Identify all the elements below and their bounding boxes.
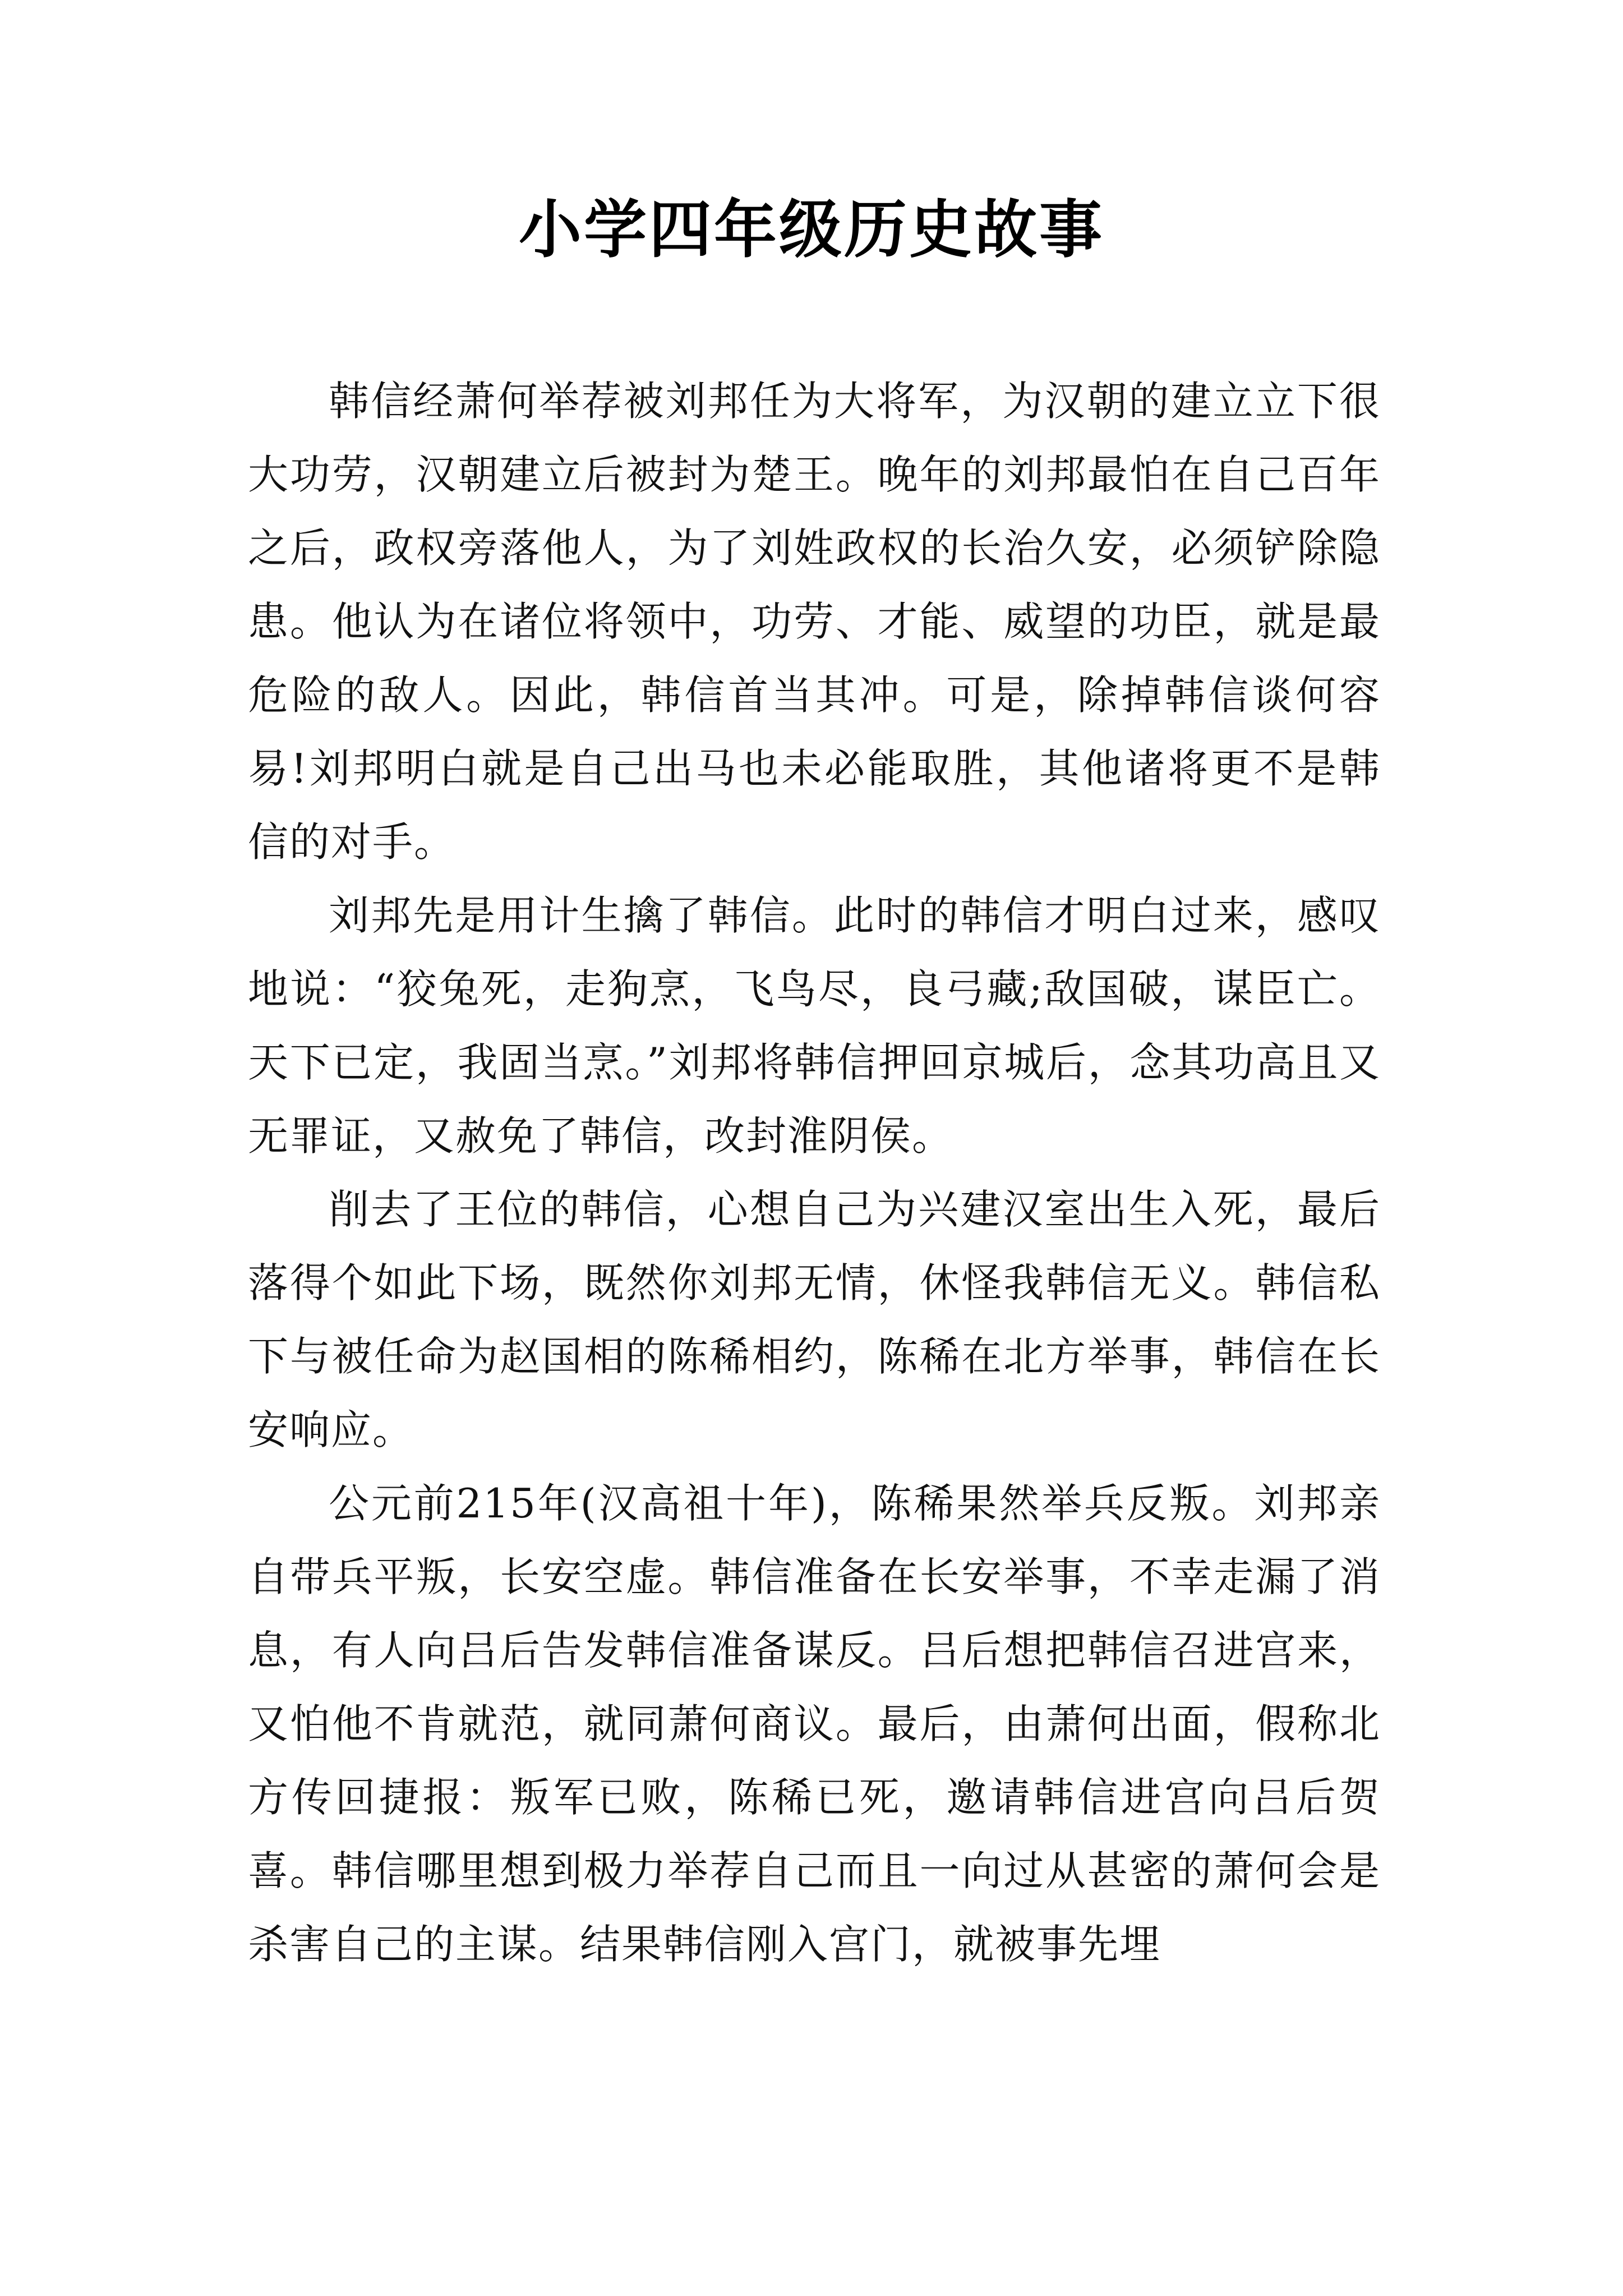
page-title: 小学四年级历史故事 xyxy=(519,193,1104,266)
paragraph: 削去了王位的韩信，心想自己为兴建汉室出生入死，最后落得个如此下场，既然你刘邦无情，休怪我韩信无义。韩信私下与被任命为赵国相的陈稀相约，陈稀在北方举事，韩信在长安响应。 xyxy=(248,1186,1381,1453)
paragraph: 韩信经萧何举荐被刘邦任为大将军，为汉朝的建立立下很大功劳，汉朝建立后被封为楚王。晚年的刘邦最怕在自己百年之后，政权旁落他人，为了刘姓政权的长治久安，必须铲除隐患。他认为在诸位将领中，功劳、才能、威望的功臣，就是最危险的敌人。因此，韩信首当其冲。可是，除掉韩信谈何容易!刘邦明白就是自己出马也未必能取胜，其他诸将更不是韩信的对手。 xyxy=(248,378,1381,866)
document-body xyxy=(248,365,1381,1981)
paragraph: 公元前215年(汉高祖十年)，陈稀果然举兵反叛。刘邦亲自带兵平叛，长安空虚。韩信准备在长安举事，不幸走漏了消息，有人向吕后告发韩信准备谋反。吕后想把韩信召进宫来，又怕他不肯就范，就同萧何商议。最后，由萧何出面，假称北方传回捷报：叛军已败，陈稀已死，邀请韩信进宫向吕后贺喜。韩信哪里想到极力举荐自己而且一向过从甚密的萧何会是杀害自己的主谋。结果韩信刚入宫门，就被事先埋 xyxy=(248,1480,1381,1968)
paragraph: 刘邦先是用计生擒了韩信。此时的韩信才明白过来，感叹地说：“狡兔死，走狗烹，飞鸟尽，良弓藏;敌国破，谋臣亡。天下已定，我固当烹。”刘邦将韩信押回京城后，念其功高且又无罪证，又赦免了韩信，改封淮阴侯。 xyxy=(248,892,1381,1159)
